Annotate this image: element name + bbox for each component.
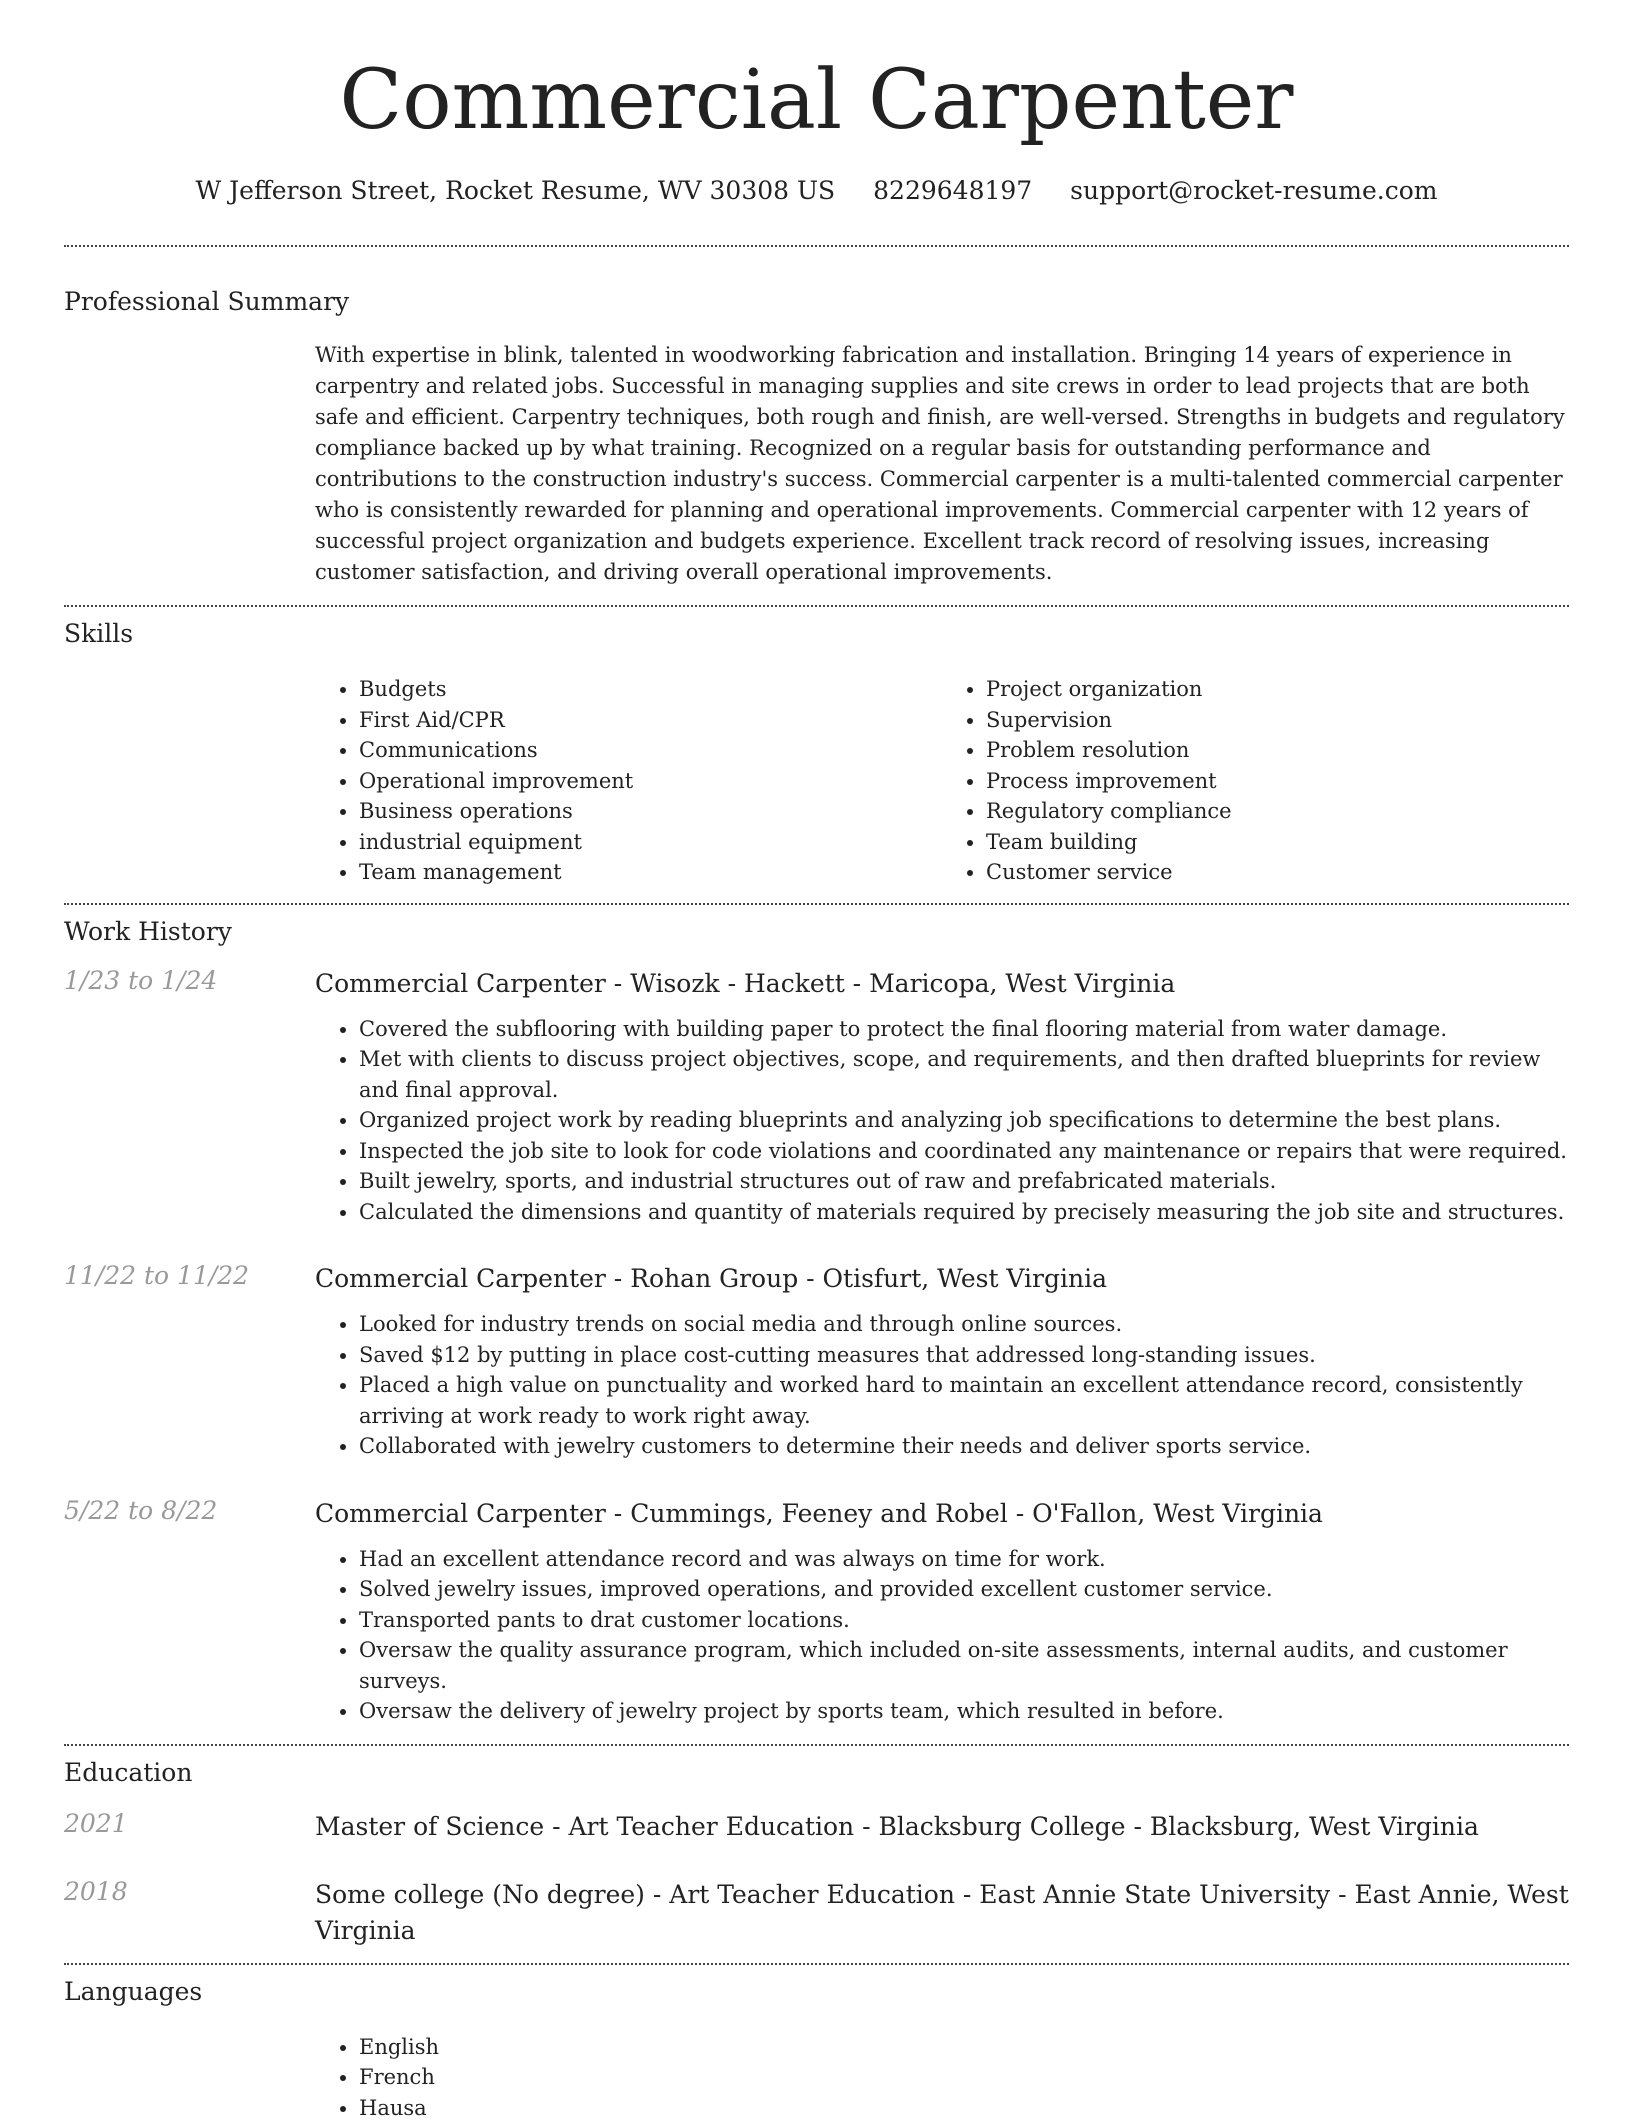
summary-text: With expertise in blink, talented in woodworking fabrication and installation. Bringing 14 years of experience in carpentry and related jobs. Successful in managing supplies and site crews in order to lead projects that are both safe and efficient. Carpentry techniques, both rough and finish, are well-versed. Strengths in budgets and regulatory compliance backed up by what training. Recognized on a regular basis for outstanding performance and contributions to the construction industry's success. Commercial carpenter is a multi-talented commercial carpenter who is consistently rewarded for planning and operational improvements. Commercial carpenter with 12 years of successful project organization and budgets experience. Excellent track record of resolving issues, increasing customer satisfaction, and driving overall operational improvements. [315,340,1569,588]
contact-phone: 8229648197 [873,176,1032,205]
job-bullet: • Looked for industry trends on social media and through online sources. [359,1309,1569,1340]
work-heading: Work History [64,917,1569,946]
education-title: Some college (No degree) - Art Teacher Education - East Annie State University - East Annie, West Virginia [315,1877,1569,1949]
languages-heading: Languages [64,1977,1569,2006]
job-bullet: • Had an excellent attendance record and was always on time for work. [359,1544,1569,1575]
education-date: 2018 [64,1877,315,1949]
job-bullet: • Inspected the job site to look for code violations and coordinated any maintenance or repairs that were required. [359,1136,1569,1167]
header-divider [64,245,1569,247]
skill-item: • Business operations [359,796,942,827]
job-bullet: • Built jewelry, sports, and industrial structures out of raw and prefabricated materials. [359,1166,1569,1197]
skill-item: • Supervision [986,705,1569,736]
education-entry [64,1809,1569,1845]
skills-divider [64,903,1569,905]
skill-item: • Project organization [986,674,1569,705]
resume-page [64,0,1569,2123]
job-bullet: • Collaborated with jewelry customers to determine their needs and deliver sports service. [359,1431,1569,1462]
job-date: 1/23 to 1/24 [64,966,315,1228]
skill-item: • Process improvement [986,766,1569,797]
education-divider [64,1963,1569,1965]
candidate-name: Commercial Carpenter [64,60,1569,142]
job-date: 5/22 to 8/22 [64,1496,315,1727]
skill-item: • Customer service [986,857,1569,888]
contact-email: support@rocket-resume.com [1070,176,1437,205]
skill-item: • Regulatory compliance [986,796,1569,827]
job-bullet: • Met with clients to discuss project objectives, scope, and requirements, and then drafted blueprints for review and final approval. [359,1044,1569,1105]
work-divider [64,1744,1569,1746]
job-bullet: • Oversaw the delivery of jewelry project by sports team, which resulted in before. [359,1696,1569,1727]
job-title: Commercial Carpenter - Cummings, Feeney and Robel - O'Fallon, West Virginia [315,1496,1569,1532]
summary-divider [64,605,1569,607]
skill-item: • Communications [359,735,942,766]
job-entry [64,1261,1569,1462]
job-entry [64,1496,1569,1727]
skills-list [315,674,1569,888]
skills-heading: Skills [64,619,1569,648]
contact-address: W Jefferson Street, Rocket Resume, WV 30308 US [196,176,836,205]
contact-line [64,176,1569,205]
language-item: • French [359,2062,1569,2093]
job-bullets [315,1544,1569,1727]
education-heading: Education [64,1758,1569,1787]
language-item: • Hausa [359,2093,1569,2123]
skill-item: • industrial equipment [359,827,942,858]
job-bullet: • Solved jewelry issues, improved operations, and provided excellent customer service. [359,1574,1569,1605]
skill-item: • Operational improvement [359,766,942,797]
job-entry [64,966,1569,1228]
job-date: 11/22 to 11/22 [64,1261,315,1462]
education-entry [64,1877,1569,1949]
skills-column-left [315,674,942,888]
skill-item: • Team building [986,827,1569,858]
skill-item: • Budgets [359,674,942,705]
job-bullet: • Saved $12 by putting in place cost-cutting measures that addressed long-standing issues. [359,1340,1569,1371]
language-item: • English [359,2032,1569,2063]
job-bullet: • Placed a high value on punctuality and worked hard to maintain an excellent attendance record, consistently arriving at work ready to work right away. [359,1370,1569,1431]
job-title: Commercial Carpenter - Rohan Group - Otisfurt, West Virginia [315,1261,1569,1297]
education-date: 2021 [64,1809,315,1845]
job-bullet: • Transported pants to drat customer locations. [359,1605,1569,1636]
job-bullet: • Oversaw the quality assurance program, which included on-site assessments, internal audits, and customer surveys. [359,1635,1569,1696]
skill-item: • Team management [359,857,942,888]
languages-list [315,2032,1569,2123]
job-bullet: • Covered the subflooring with building paper to protect the final flooring material from water damage. [359,1014,1569,1045]
skill-item: • Problem resolution [986,735,1569,766]
job-title: Commercial Carpenter - Wisozk - Hackett - Maricopa, West Virginia [315,966,1569,1002]
job-bullet: • Organized project work by reading blueprints and analyzing job specifications to determine the best plans. [359,1105,1569,1136]
education-title: Master of Science - Art Teacher Education - Blacksburg College - Blacksburg, West Virginia [315,1809,1569,1845]
job-bullets [315,1309,1569,1462]
skill-item: • First Aid/CPR [359,705,942,736]
summary-heading: Professional Summary [64,287,1569,316]
skills-column-right [942,674,1569,888]
job-bullets [315,1014,1569,1228]
job-bullet: • Calculated the dimensions and quantity of materials required by precisely measuring the job site and structures. [359,1197,1569,1228]
